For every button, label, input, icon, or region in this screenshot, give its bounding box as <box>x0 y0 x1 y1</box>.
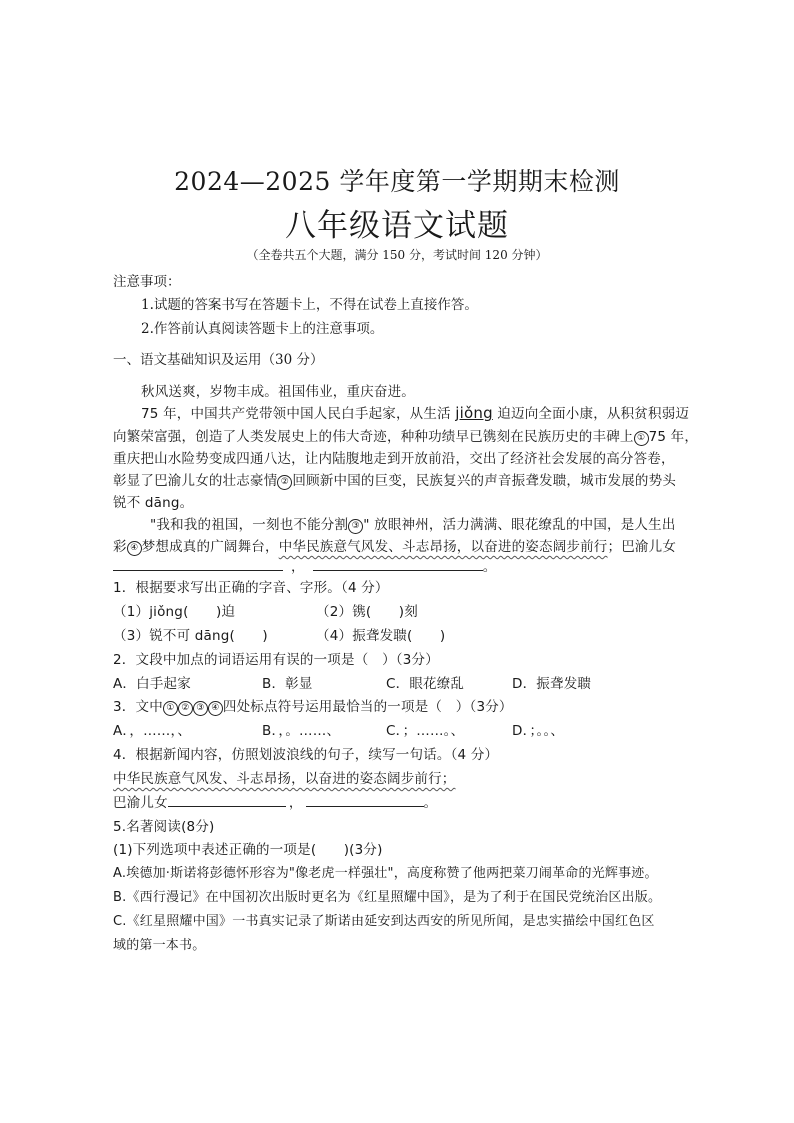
passage-text: " 放眼神州，活力满满、 <box>363 517 512 533</box>
passage-text: ；巴渝儿女 <box>607 539 677 555</box>
mark-3: ③ <box>348 519 363 534</box>
mark-3-ref: ③ <box>193 701 208 716</box>
exam-title: 2024—2025 学年度第一学期期末检测 <box>174 167 620 196</box>
passage-line-2 <box>141 402 689 422</box>
question-4: 4．根据新闻内容，仿照划波浪线的句子，续写一句话。（4 分） <box>113 747 499 763</box>
passage-text: 彩 <box>113 539 127 555</box>
passage-text: 向繁荣富强，创造了人类发展史上的伟大奇迹，种种功绩早已镌刻在民族历史的丰碑上 <box>113 429 634 445</box>
mark-2-ref: ② <box>178 701 193 716</box>
passage-line-9 <box>113 555 496 575</box>
pinyin-jiong: jiǒng <box>455 404 493 422</box>
question-1: 1．根据要求写出正确的字音、字形。（4 分） <box>113 580 389 596</box>
q4-sample-sentence: 中华民族意气风发、斗志昂扬，以奋进的姿态阔步前行； <box>113 771 456 787</box>
section1-heading: 一、语文基础知识及运用（30 分） <box>113 352 324 368</box>
passage-text: ， <box>291 559 305 575</box>
question-2: 2．文段中加点的词语运用有误的一项是（ ）（3分） <box>113 652 439 668</box>
q3-text: 3．文中 <box>113 699 163 715</box>
mark-4-ref: ④ <box>208 701 223 716</box>
passage-line-4: 重庆把山水险势变成四通八达，让内陆腹地走到开放前沿，交出了经济社会发展的高分答卷， <box>113 451 675 467</box>
passage-text: 梦想成真的广阔舞台， <box>141 539 279 555</box>
q3-option-d[interactable]: D．；。。、 <box>512 723 565 739</box>
passage-text: 的中国，是人生出 <box>565 517 676 533</box>
q5-option-b[interactable]: B.《西行漫记》在中国初次出版时更名为《红星照耀中国》，是为了利于在国民党统治区出版。 <box>113 890 662 905</box>
passage-line-5 <box>113 469 676 490</box>
q4-blank-2[interactable] <box>306 792 424 807</box>
mark-4: ④ <box>127 541 142 556</box>
q3-option-c[interactable]: C．；……。、 <box>386 723 465 739</box>
mark-1: ① <box>634 431 649 446</box>
dotted-word-2: 眼花缭乱 <box>511 517 566 533</box>
q1-item-2: （2）镌( )刻 <box>316 604 418 620</box>
notes-heading: 注意事项： <box>113 274 181 290</box>
mark-2: ② <box>277 475 292 490</box>
wavy-sentence: 中华民族意气风发、斗志昂扬，以奋进的姿态阔步前行 <box>278 539 608 555</box>
q3-option-b[interactable]: B．，。……、 <box>262 723 341 739</box>
passage-text: 彰显了巴渝儿女的 <box>113 473 223 489</box>
passage-text: 75 年， <box>648 429 699 445</box>
q5-option-c-cont: 域的第一本书。 <box>113 938 206 953</box>
q4-text: ， <box>288 795 303 811</box>
question-3 <box>113 695 513 716</box>
q1-item-4: （4）振聋发聩( ) <box>316 628 446 644</box>
q3-text: 四处标点符号运用最恰当的一项是（ ）（3分） <box>222 699 513 715</box>
answer-blank-2[interactable] <box>313 556 483 571</box>
question-5: 5.名著阅读(8分) <box>113 819 215 835</box>
q2-option-b[interactable]: B．彰显 <box>262 676 313 692</box>
passage-text: 回顾新中国的巨变，民族复兴的声音振聋发聩，城市发展的势头 <box>292 473 677 489</box>
question-5-1: (1)下列选项中表述正确的一项是( )(3分) <box>113 842 383 858</box>
q5-option-a[interactable]: A.埃德加·斯诺将彭德怀形容为"像老虎一样强壮"，高度称赞了他两把菜刀闹革命的光辉事迹。 <box>113 866 658 881</box>
q2-option-d[interactable]: D．振聋发聩 <box>512 676 592 692</box>
q4-blank-1[interactable] <box>168 792 286 807</box>
note-item-2: 2.作答前认真阅读答题卡上的注意事项。 <box>141 321 384 337</box>
exam-info: （全卷共五个大题，满分 150 分，考试时间 120 分钟） <box>246 248 548 262</box>
note-item-1: 1.试题的答案书写在答题卡上，不得在试卷上直接作答。 <box>141 297 478 313</box>
passage-line-6: 锐不 dāng。 <box>113 495 194 511</box>
passage-text: 75 年，中国共产党带领中国人民白手起家，从生活 <box>141 406 456 422</box>
mark-1-ref: ① <box>163 701 178 716</box>
answer-blank-1[interactable] <box>113 556 283 571</box>
q1-item-1: （1）jiǒng( )迫 <box>113 604 236 620</box>
passage-line-7 <box>150 513 676 534</box>
passage-text: 迫迈向全面小康，从积贫积弱迈 <box>492 406 690 422</box>
q4-text: 巴渝儿女 <box>113 795 168 811</box>
passage-line-8 <box>113 535 676 556</box>
q1-item-3: （3）锐不可 dāng( ) <box>113 628 268 644</box>
q4-text: 。 <box>423 795 438 811</box>
q2-option-a[interactable]: A．白手起家 <box>113 676 191 692</box>
q2-option-c[interactable]: C．眼花缭乱 <box>386 676 465 692</box>
passage-line-1: 秋风送爽，岁物丰成。祖国伟业，重庆奋进。 <box>141 384 415 400</box>
exam-subject-title: 八年级语文试题 <box>285 208 509 244</box>
q4-answer-line <box>113 791 437 811</box>
passage-text: 。 <box>482 559 497 575</box>
passage-text: "我和我的祖国，一刻也不能分割 <box>150 517 349 533</box>
dotted-word-1: 壮志豪情 <box>222 473 278 489</box>
q5-option-c[interactable]: C.《红星照耀中国》一书真实记录了斯诺由延安到达西安的所见所闻，是忠实描绘中国红色区 <box>113 914 655 929</box>
passage-line-3 <box>113 425 698 446</box>
q3-option-a[interactable]: A．，……，、 <box>113 723 192 739</box>
